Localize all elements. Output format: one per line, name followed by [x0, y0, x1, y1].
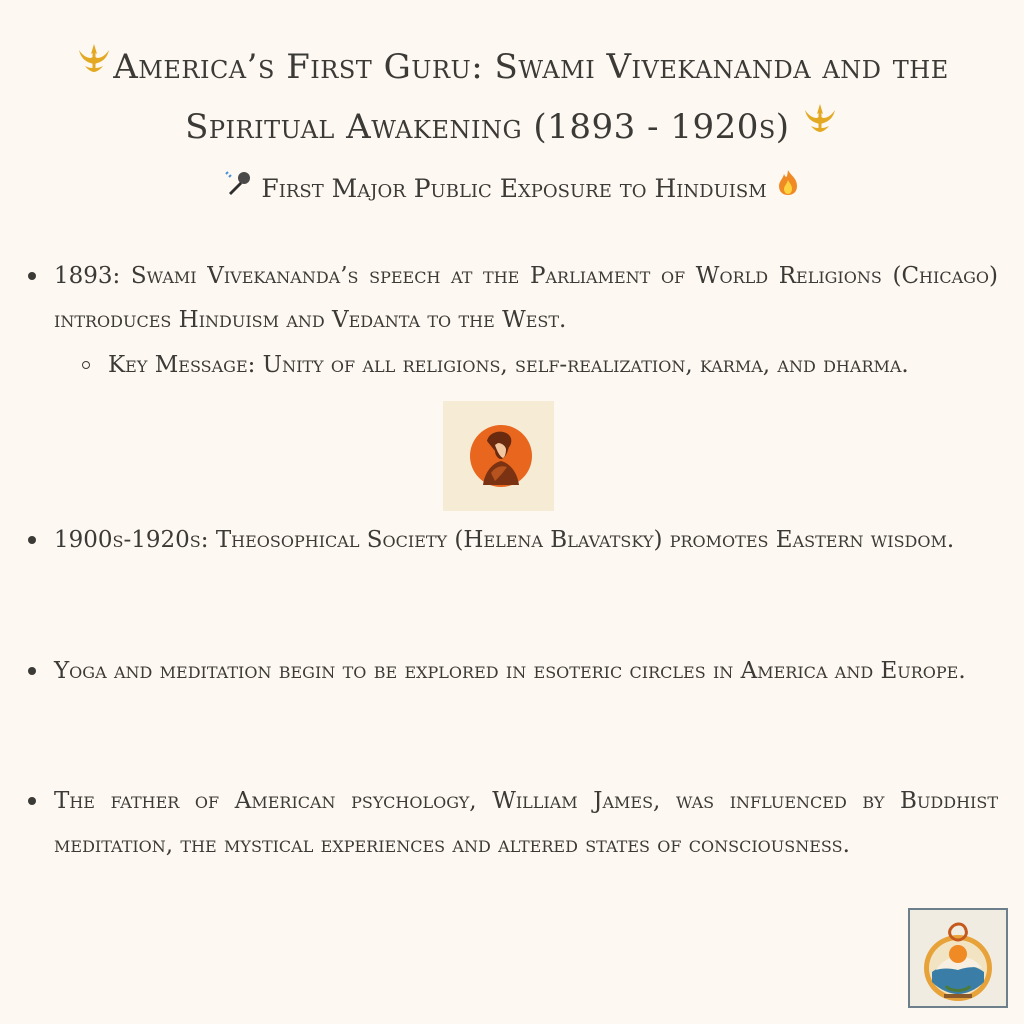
bullet-marker: [28, 272, 36, 280]
trident-lotus-icon: [75, 36, 113, 94]
sub-list-item: Key Message: Unity of all religions, self-realization, karma, and dharma.: [108, 352, 909, 378]
fire-icon: [775, 168, 801, 210]
list-item: 1893: Swami Vivekananda’s speech at the Parliament of World Religions (Chicago) introduces Hinduism and Vedanta to the West.: [54, 263, 998, 333]
sub-bullet-marker: [82, 361, 90, 369]
vivekananda-portrait-image: [443, 401, 554, 511]
bullet-marker: [28, 536, 36, 544]
trident-lotus-icon: [801, 96, 839, 154]
page-title-block: [30, 36, 994, 156]
list-item: 1900s-1920s: Theosophical Society (Helena Blavatsky) promotes Eastern wisdom.: [54, 527, 955, 553]
emblem-logo: [908, 908, 1008, 1008]
microphone-icon: [223, 170, 253, 210]
bullet-marker: [28, 797, 36, 805]
bullet-marker: [28, 667, 36, 675]
list-item: The father of American psychology, William James, was influenced by Buddhist meditation, the mystical experiences and altered states of consciousness.: [54, 788, 998, 858]
page-subtitle: First Major Public Exposure to Hinduism: [261, 174, 767, 203]
page-subtitle-block: [30, 168, 994, 210]
list-item: Yoga and meditation begin to be explored in esoteric circles in America and Europe.: [54, 658, 966, 684]
page-title: America’s First Guru: Swami Vivekananda and the Spiritual Awakening (1893 - 1920s): [113, 47, 949, 147]
